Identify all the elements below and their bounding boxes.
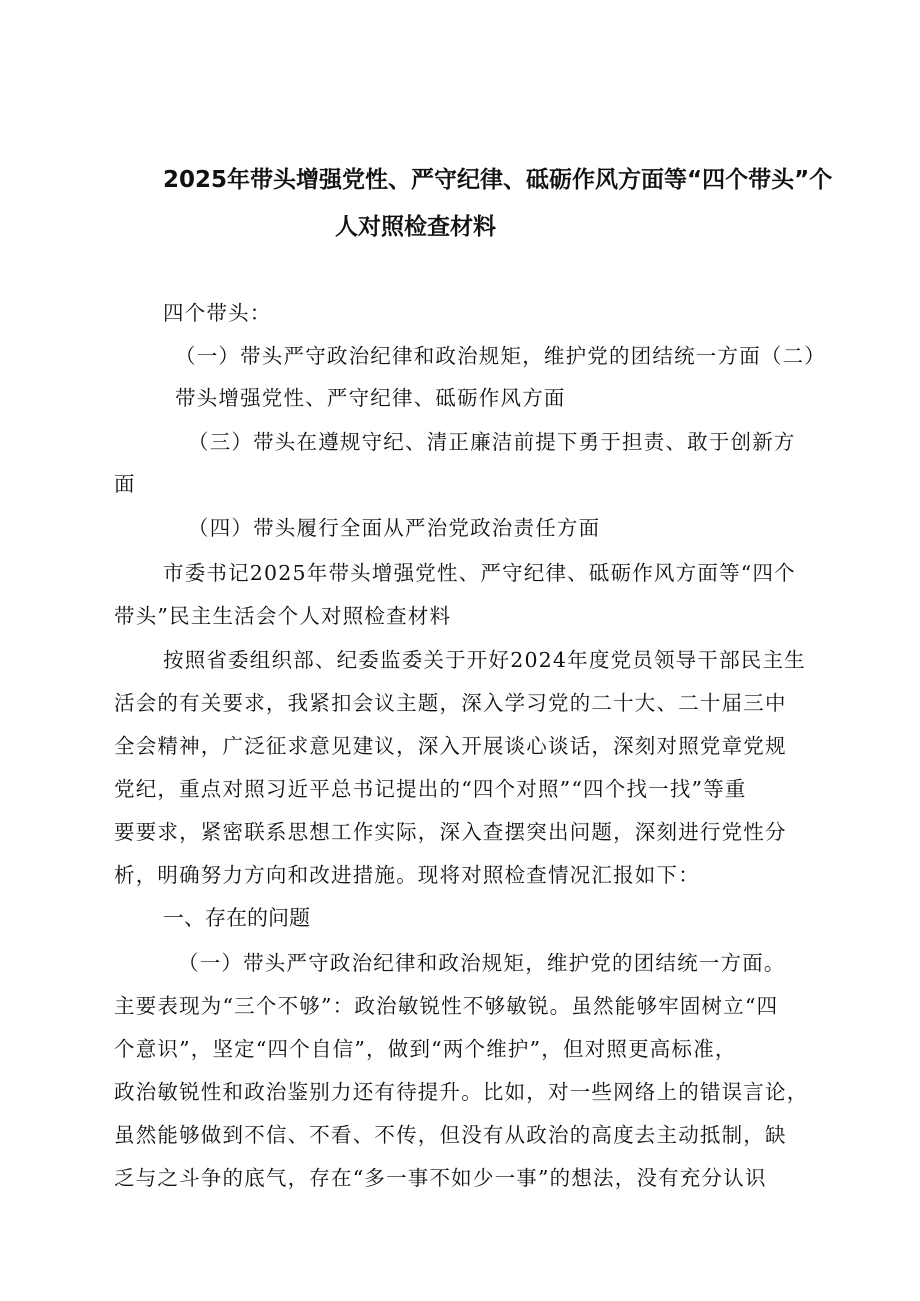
section-1-line-2: 主要表现为“三个不够”：政治敏锐性不够敏锐。虽然能够牢固树立“四 [114, 994, 779, 1018]
intro-item-1-line-1: （一）带头严守政治纪律和政治规矩，维护党的团结统一方面（二） [175, 344, 826, 368]
body-paragraph-line-5: 要要求，紧密联系思想工作实际，深入查摆突出问题，深刻进行党性分 [114, 820, 787, 844]
body-paragraph-line-4: 党纪，重点对照习近平总书记提出的“四个对照”“四个找一找”等重 [114, 777, 747, 801]
intro-item-3-line-1: （三）带头在遵规守纪、清正廉洁前提下勇于担责、敢于创新方 [188, 430, 796, 454]
section-1-line-4: 政治敏锐性和政治鉴别力还有待提升。比如，对一些网络上的错误言论， [114, 1080, 809, 1104]
body-paragraph-line-2: 活会的有关要求，我紧扣会议主题，深入学习党的二十大、二十届三中 [114, 691, 787, 715]
section-1-heading: 一、存在的问题 [163, 906, 310, 930]
intro-item-4: （四）带头履行全面从严治党政治责任方面 [188, 516, 601, 540]
body-paragraph-line-6: 析，明确努力方向和改进措施。现将对照检查情况汇报如下： [114, 863, 700, 887]
subtitle-line-2: 带头”民主生活会个人对照检查材料 [114, 604, 452, 628]
subtitle-line-1: 市委书记2025年带头增强党性、严守纪律、砥砺作风方面等“四个 [163, 561, 796, 585]
body-paragraph-line-1: 按照省委组织部、纪委监委关于开好2024年度党员领导干部民主生 [163, 648, 806, 672]
intro-label: 四个带头： [163, 301, 272, 325]
document-title-line-2: 人对照检查材料 [335, 214, 496, 240]
section-1-line-5: 虽然能够做到不信、不看、不传，但没有从政治的高度去主动抵制，缺 [114, 1123, 787, 1147]
intro-item-1-line-2: 带头增强党性、严守纪律、砥砺作风方面 [175, 386, 566, 410]
section-1-line-1: （一）带头严守政治纪律和政治规矩，维护党的团结统一方面。 [178, 951, 786, 975]
document-title-line-1: 2025年带头增强党性、严守纪律、砥砺作风方面等“四个带头”个 [163, 167, 833, 193]
body-paragraph-line-3: 全会精神，广泛征求意见建议，深入开展谈心谈话，深刻对照党章党规 [114, 734, 787, 758]
section-1-line-6: 乏与之斗争的底气，存在“多一事不如少一事”的想法，没有充分认识 [114, 1166, 767, 1190]
section-1-line-3: 个意识”，坚定“四个自信”，做到“两个维护”，但对照更高标准， [114, 1037, 737, 1061]
intro-item-3-line-2: 面 [114, 472, 136, 496]
